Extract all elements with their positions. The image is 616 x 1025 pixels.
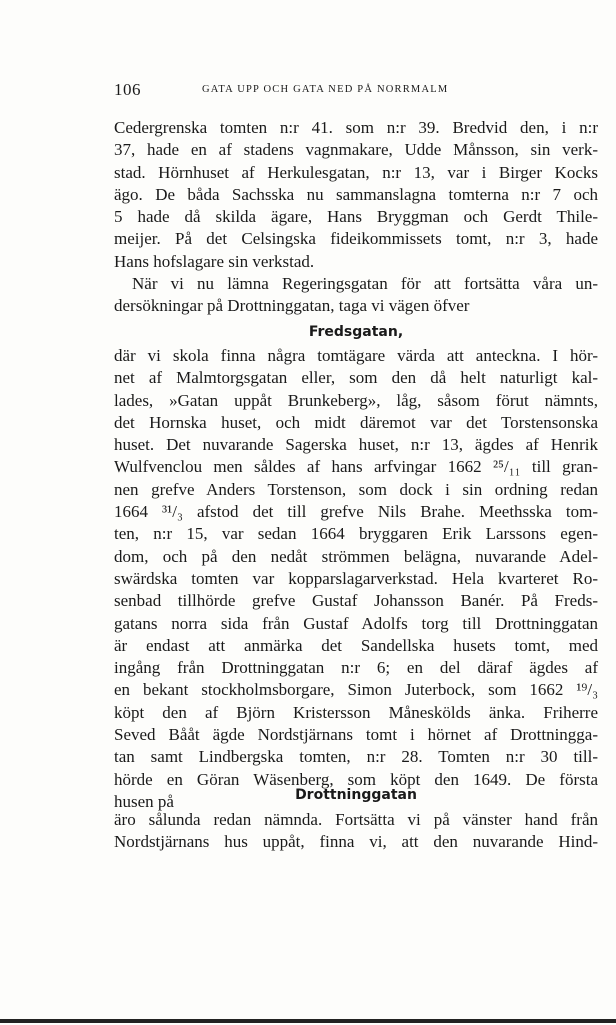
text-line: nen grefve Anders Torstenson, som dock i sin ordning redan xyxy=(114,479,598,499)
text-line: tan samt Lindbergska tomten, n:r 28. Tomten n:r 30 till- xyxy=(114,747,598,767)
text-line: äro sålunda redan nämnda. Fortsätta vi på vänster hand från xyxy=(114,810,598,829)
section-heading-drottninggatan: Drottninggatan xyxy=(295,787,417,803)
running-title: GATA UPP OCH GATA NED PÅ NORRMALM xyxy=(202,84,449,95)
text-line: Seved Bååt ägde Nordstjärnans tomt i hörnet af Drottningga- xyxy=(114,725,598,745)
text-line: ten, n:r 15, var sedan 1664 bryggaren Erik Larssons egen- xyxy=(114,524,598,544)
text-line: 5 hade då skilda ägare, Hans Bryggman och Gerdt Thile- xyxy=(114,207,598,227)
text-line: När vi nu lämna Regeringsgatan för att fortsätta våra un- xyxy=(132,274,598,294)
text-line: net af Malmtorgsgatan eller, som den då helt naturligt kal- xyxy=(114,368,598,388)
text-line: 37, hade en af stadens vagnmakare, Udde Månsson, sin verk- xyxy=(114,140,598,160)
text-line: ägo. De båda Sachsska nu sammanslagna tomterna n:r 7 och xyxy=(114,184,598,204)
text-line: köpt den af Björn Kristersson Måneskölds änka. Friherre xyxy=(114,702,598,722)
text-line: en bekant stockholmsborgare, Simon Juterbock, som 1662 ¹⁹/₃ xyxy=(114,680,598,700)
scan-bottom-edge xyxy=(0,1019,616,1023)
paragraph-cedergrenska xyxy=(114,117,598,318)
section-heading-fredsgatan: Fredsgatan, xyxy=(308,324,404,340)
text-line: senbad tillhörde grefve Gustaf Johansson Banér. På Freds- xyxy=(114,591,598,611)
text-line: husen på xyxy=(114,791,174,811)
text-line: där vi skola finna några tomtägare värda att anteckna. I hör- xyxy=(114,346,598,365)
text-line: meijer. På det Celsingska fideikommissets tomt, n:r 3, hade xyxy=(114,229,598,249)
text-line: lades, »Gatan uppåt Brunkeberg», låg, såsom förut nämnts, xyxy=(114,390,598,410)
text-line: dersökningar på Drottninggatan, taga vi vägen öfver xyxy=(114,296,470,316)
text-line: stad. Hörnhuset af Herkulesgatan, n:r 13, var i Birger Kocks xyxy=(114,162,598,182)
text-line: huset. Det nuvarande Sagerska huset, n:r 13, ägdes af Henrik xyxy=(114,435,598,455)
text-line: Nordstjärnans hus uppåt, finna vi, att den nuvarande Hind- xyxy=(114,832,598,852)
text-line: är endast att anmärka det Sandellska husets tomt, med xyxy=(114,635,598,655)
paragraph-drottninggatan xyxy=(114,809,598,854)
text-line: Wulfvenclou men såldes af hans arfvingar 1662 ²⁵/₁₁ till gran- xyxy=(114,457,598,477)
text-line: Cedergrenska tomten n:r 41. som n:r 39. Bredvid den, i n:r xyxy=(114,118,598,137)
text-line: swärdska tomten var kopparslagarverkstad. Hela kvarteret Ro- xyxy=(114,568,598,588)
text-line: ingång från Drottninggatan n:r 6; en del däraf ägdes af xyxy=(114,658,598,678)
text-line: gatans norra sida från Gustaf Adolfs torg till Drottninggatan xyxy=(114,613,598,633)
text-line: det Hornska huset, och midt däremot var det Torstensonska xyxy=(114,412,598,432)
text-line: Hans hofslagare sin verkstad. xyxy=(114,251,315,271)
page-header xyxy=(114,80,604,102)
text-line: dom, och på den nedåt strömmen belägna, nuvarande Adel- xyxy=(114,546,598,566)
text-line: hörde en Göran Wäsenberg, som köpt den 1649. De första xyxy=(114,769,598,789)
page-number: 106 xyxy=(114,80,141,99)
text-line: 1664 ³¹/₃ afstod det till grefve Nils Brahe. Meethsska tom- xyxy=(114,502,598,522)
paragraph-fredsgatan xyxy=(114,345,598,813)
